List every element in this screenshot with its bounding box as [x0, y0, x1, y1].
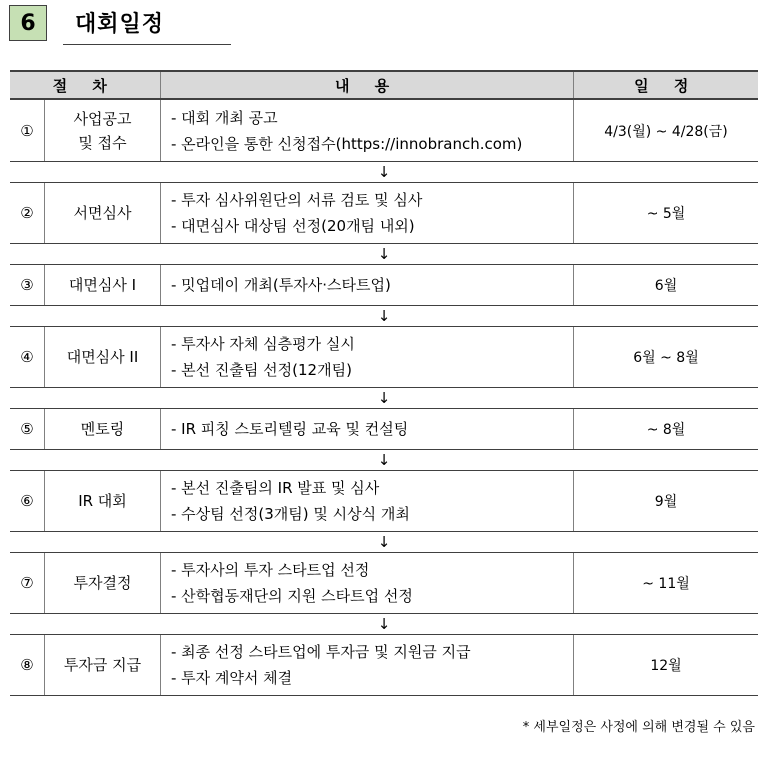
- step-date: 12월: [650, 658, 682, 674]
- content-item: - 수상팀 선정(3개팀) 및 시상식 개최: [171, 505, 410, 523]
- section-underline: [63, 44, 231, 45]
- step-date: 9월: [654, 494, 678, 510]
- step-name: 대면심사 II: [45, 327, 161, 387]
- content-item: - 본선 진출팀 선정(12개팀): [171, 361, 352, 379]
- content-item: - 최종 선정 스타트업에 투자금 및 지원금 지급: [171, 643, 471, 661]
- step-number: ①: [10, 100, 45, 161]
- step-content: [161, 553, 574, 613]
- step-number: ②: [10, 183, 45, 243]
- table-row: [10, 326, 758, 388]
- table-header: [10, 70, 758, 99]
- section-number-badge: 6: [9, 5, 47, 41]
- table-row: [10, 470, 758, 532]
- content-item: - 대면심사 대상팀 선정(20개팀 내외): [171, 217, 415, 235]
- content-item: - 온라인을 통한 신청접수(https://innobranch.com): [171, 134, 523, 153]
- step-name: IR 대회: [45, 471, 161, 531]
- table-row: [10, 552, 758, 614]
- flow-arrow: ↓: [377, 615, 391, 633]
- flow-arrow: ↓: [377, 533, 391, 551]
- step-date: 6월: [654, 278, 678, 294]
- content-item: - 본선 진출팀의 IR 발표 및 심사: [171, 479, 380, 497]
- step-content: [161, 471, 574, 531]
- step-number: ④: [10, 327, 45, 387]
- step-name: 사업공고 및 접수: [45, 100, 161, 161]
- step-content: [161, 100, 574, 161]
- content-item: - 산학협동재단의 지원 스타트업 선정: [171, 587, 413, 605]
- step-name: 멘토링: [45, 409, 161, 449]
- step-date: 6월 ~ 8월: [633, 350, 699, 366]
- table-row: [10, 99, 758, 162]
- flow-arrow: ↓: [377, 245, 391, 263]
- content-item: - 밋업데이 개최(투자사·스타트업): [171, 276, 391, 294]
- header-content: 내 용: [161, 72, 575, 98]
- section-header: [9, 5, 231, 45]
- section-title: 대회일정: [75, 12, 165, 37]
- header-date: 일 정: [634, 76, 699, 95]
- step-content: [161, 409, 574, 449]
- step-content: [161, 327, 574, 387]
- table-row: [10, 182, 758, 244]
- table-row: [10, 634, 758, 696]
- header-step: 절 차: [10, 72, 161, 98]
- step-content: [161, 183, 574, 243]
- step-content: [161, 635, 574, 695]
- step-name: 서면심사: [45, 183, 161, 243]
- step-date: ~ 8월: [646, 422, 686, 438]
- table-row: [10, 408, 758, 450]
- table-row: [10, 264, 758, 306]
- flow-arrow: ↓: [377, 307, 391, 325]
- step-name: 투자결정: [45, 553, 161, 613]
- step-number: ⑧: [10, 635, 45, 695]
- step-date: 4/3(월) ~ 4/28(금): [604, 123, 728, 140]
- step-name: 투자금 지급: [45, 635, 161, 695]
- flow-arrow: ↓: [377, 389, 391, 407]
- step-number: ③: [10, 265, 45, 305]
- content-item: - 대회 개최 공고: [171, 108, 278, 127]
- step-number: ⑤: [10, 409, 45, 449]
- flow-arrow: ↓: [377, 163, 391, 181]
- content-item: - IR 피칭 스토리텔링 교육 및 컨설팅: [171, 420, 409, 438]
- step-date: ~ 11월: [642, 576, 690, 592]
- step-number: ⑥: [10, 471, 45, 531]
- footnote: * 세부일정은 사정에 의해 변경될 수 있음: [522, 720, 755, 735]
- step-number: ⑦: [10, 553, 45, 613]
- step-name: 대면심사 I: [45, 265, 161, 305]
- content-item: - 투자사 자체 심층평가 실시: [171, 335, 355, 353]
- step-date: ~ 5월: [646, 206, 686, 222]
- step-content: [161, 265, 574, 305]
- schedule-table: [10, 70, 758, 696]
- flow-arrow: ↓: [377, 451, 391, 469]
- table-body: [10, 99, 758, 696]
- content-item: - 투자사의 투자 스타트업 선정: [171, 561, 370, 579]
- content-item: - 투자 심사위원단의 서류 검토 및 심사: [171, 191, 423, 209]
- content-item: - 투자 계약서 체결: [171, 669, 293, 687]
